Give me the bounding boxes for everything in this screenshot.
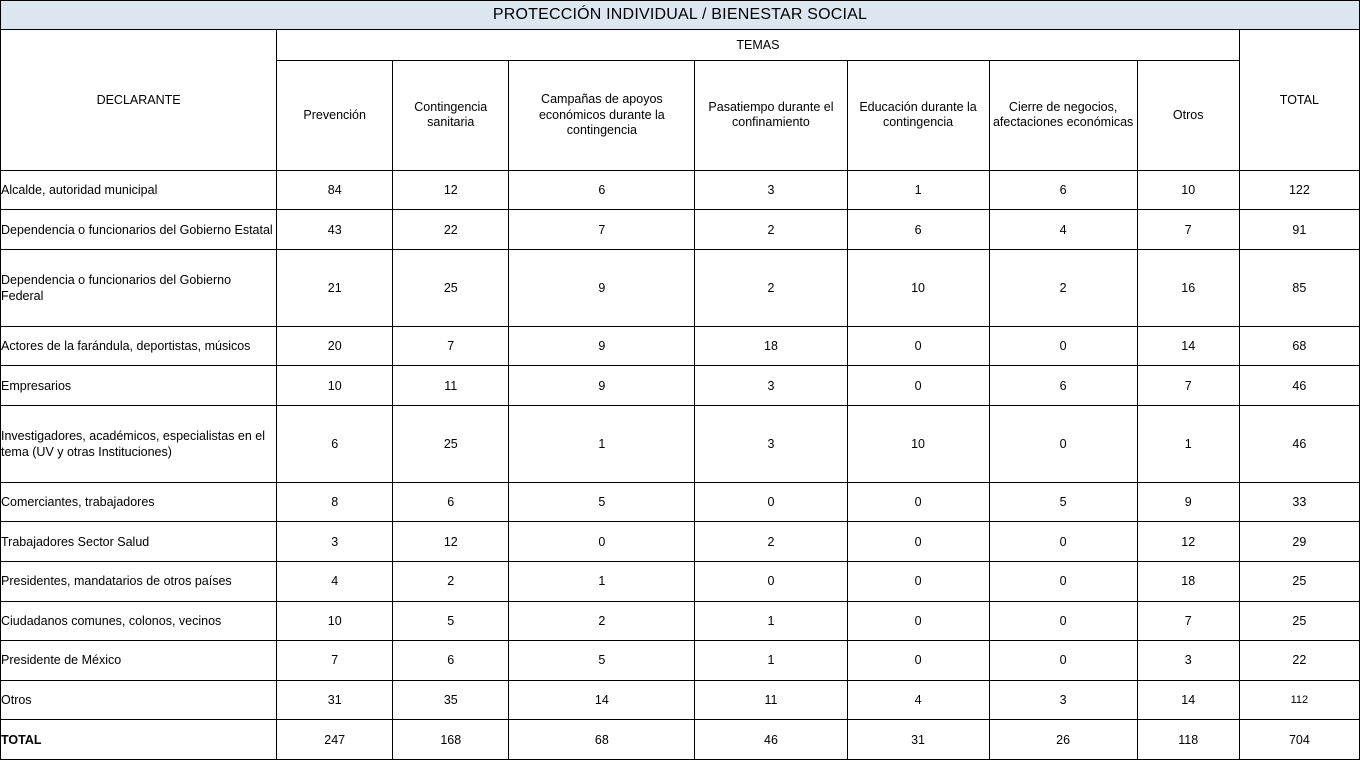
row-total: 22 bbox=[1239, 641, 1359, 681]
cell-value: 14 bbox=[1137, 680, 1239, 720]
row-total: 25 bbox=[1239, 562, 1359, 602]
table-row bbox=[1, 366, 1360, 406]
cell-value: 0 bbox=[847, 522, 989, 562]
group-header-temas: TEMAS bbox=[277, 30, 1240, 61]
cell-value: 6 bbox=[277, 406, 393, 483]
cell-value: 9 bbox=[509, 326, 695, 366]
cell-value: 9 bbox=[509, 250, 695, 327]
total-cell-value: 26 bbox=[989, 720, 1137, 760]
total-cell-value: 31 bbox=[847, 720, 989, 760]
cell-value: 11 bbox=[695, 680, 847, 720]
table-row bbox=[1, 170, 1360, 210]
row-total: 68 bbox=[1239, 326, 1359, 366]
cell-value: 0 bbox=[989, 406, 1137, 483]
row-total: 33 bbox=[1239, 482, 1359, 522]
total-cell-value: 168 bbox=[393, 720, 509, 760]
row-total: 29 bbox=[1239, 522, 1359, 562]
row-label: Presidente de México bbox=[1, 641, 277, 681]
cell-value: 6 bbox=[989, 170, 1137, 210]
cell-value: 2 bbox=[509, 601, 695, 641]
cell-value: 12 bbox=[1137, 522, 1239, 562]
cell-value: 5 bbox=[989, 482, 1137, 522]
table-row bbox=[1, 562, 1360, 602]
row-label: Comerciantes, trabajadores bbox=[1, 482, 277, 522]
cell-value: 7 bbox=[509, 210, 695, 250]
group-header-row bbox=[1, 30, 1360, 61]
row-label: Dependencia o funcionarios del Gobierno Federal bbox=[1, 250, 277, 327]
cell-value: 0 bbox=[989, 601, 1137, 641]
cell-value: 0 bbox=[509, 522, 695, 562]
cell-value: 6 bbox=[393, 641, 509, 681]
cell-value: 9 bbox=[1137, 482, 1239, 522]
row-label: Dependencia o funcionarios del Gobierno Estatal bbox=[1, 210, 277, 250]
cell-value: 35 bbox=[393, 680, 509, 720]
cell-value: 5 bbox=[393, 601, 509, 641]
total-cell-value: 118 bbox=[1137, 720, 1239, 760]
row-label: Presidentes, mandatarios de otros países bbox=[1, 562, 277, 602]
column-header-prevencion: Prevención bbox=[277, 61, 393, 171]
cell-value: 0 bbox=[847, 601, 989, 641]
cell-value: 6 bbox=[393, 482, 509, 522]
cell-value: 3 bbox=[277, 522, 393, 562]
cell-value: 3 bbox=[989, 680, 1137, 720]
column-header-campanas-apoyos: Campañas de apoyos económicos durante la contingencia bbox=[509, 61, 695, 171]
row-label: Alcalde, autoridad municipal bbox=[1, 170, 277, 210]
row-label: Ciudadanos comunes, colonos, vecinos bbox=[1, 601, 277, 641]
column-header-contingencia-sanitaria: Contingencia sanitaria bbox=[393, 61, 509, 171]
cell-value: 0 bbox=[989, 326, 1137, 366]
table-row bbox=[1, 522, 1360, 562]
column-header-total: TOTAL bbox=[1239, 30, 1359, 171]
cell-value: 14 bbox=[1137, 326, 1239, 366]
cell-value: 9 bbox=[509, 366, 695, 406]
cell-value: 1 bbox=[509, 562, 695, 602]
cell-value: 2 bbox=[695, 522, 847, 562]
row-total: 85 bbox=[1239, 250, 1359, 327]
cell-value: 1 bbox=[847, 170, 989, 210]
table-row bbox=[1, 601, 1360, 641]
cell-value: 0 bbox=[989, 641, 1137, 681]
cell-value: 8 bbox=[277, 482, 393, 522]
cell-value: 20 bbox=[277, 326, 393, 366]
cell-value: 3 bbox=[1137, 641, 1239, 681]
cell-value: 16 bbox=[1137, 250, 1239, 327]
cell-value: 25 bbox=[393, 406, 509, 483]
cell-value: 31 bbox=[277, 680, 393, 720]
cell-value: 7 bbox=[1137, 601, 1239, 641]
cell-value: 6 bbox=[509, 170, 695, 210]
cell-value: 0 bbox=[847, 482, 989, 522]
total-cell-value: 68 bbox=[509, 720, 695, 760]
cell-value: 12 bbox=[393, 522, 509, 562]
cell-value: 0 bbox=[847, 366, 989, 406]
cell-value: 0 bbox=[989, 562, 1137, 602]
grand-total: 704 bbox=[1239, 720, 1359, 760]
table-total-row bbox=[1, 720, 1360, 760]
page-title: PROTECCIÓN INDIVIDUAL / BIENESTAR SOCIAL bbox=[1, 1, 1360, 30]
table-row bbox=[1, 680, 1360, 720]
cell-value: 4 bbox=[989, 210, 1137, 250]
row-label: Otros bbox=[1, 680, 277, 720]
column-header-pasatiempo: Pasatiempo durante el confinamiento bbox=[695, 61, 847, 171]
total-cell-value: 46 bbox=[695, 720, 847, 760]
cell-value: 25 bbox=[393, 250, 509, 327]
row-label: Empresarios bbox=[1, 366, 277, 406]
row-total: 46 bbox=[1239, 406, 1359, 483]
row-total: 91 bbox=[1239, 210, 1359, 250]
table-row bbox=[1, 326, 1360, 366]
title-row bbox=[1, 1, 1360, 30]
column-header-declarante: DECLARANTE bbox=[1, 30, 277, 171]
cell-value: 4 bbox=[847, 680, 989, 720]
cell-value: 7 bbox=[1137, 366, 1239, 406]
cell-value: 7 bbox=[277, 641, 393, 681]
cell-value: 10 bbox=[847, 250, 989, 327]
row-label: Investigadores, académicos, especialistas en el tema (UV y otras Instituciones) bbox=[1, 406, 277, 483]
total-row-label: TOTAL bbox=[1, 720, 277, 760]
table-row bbox=[1, 641, 1360, 681]
row-total: 112 bbox=[1239, 680, 1359, 720]
cell-value: 1 bbox=[695, 601, 847, 641]
cell-value: 14 bbox=[509, 680, 695, 720]
table-row bbox=[1, 210, 1360, 250]
cell-value: 0 bbox=[847, 326, 989, 366]
cell-value: 10 bbox=[277, 601, 393, 641]
cell-value: 0 bbox=[695, 562, 847, 602]
column-header-cierre-negocios: Cierre de negocios, afectaciones económicas bbox=[989, 61, 1137, 171]
total-cell-value: 247 bbox=[277, 720, 393, 760]
cell-value: 43 bbox=[277, 210, 393, 250]
cell-value: 3 bbox=[695, 366, 847, 406]
cell-value: 84 bbox=[277, 170, 393, 210]
cell-value: 2 bbox=[989, 250, 1137, 327]
cell-value: 1 bbox=[509, 406, 695, 483]
cell-value: 18 bbox=[1137, 562, 1239, 602]
cell-value: 1 bbox=[1137, 406, 1239, 483]
cell-value: 2 bbox=[695, 210, 847, 250]
cell-value: 0 bbox=[695, 482, 847, 522]
cell-value: 4 bbox=[277, 562, 393, 602]
cell-value: 3 bbox=[695, 406, 847, 483]
row-label: Trabajadores Sector Salud bbox=[1, 522, 277, 562]
cell-value: 5 bbox=[509, 641, 695, 681]
cell-value: 10 bbox=[847, 406, 989, 483]
cell-value: 10 bbox=[277, 366, 393, 406]
cell-value: 12 bbox=[393, 170, 509, 210]
row-label: Actores de la farándula, deportistas, músicos bbox=[1, 326, 277, 366]
row-total: 122 bbox=[1239, 170, 1359, 210]
cell-value: 2 bbox=[393, 562, 509, 602]
table-row bbox=[1, 406, 1360, 483]
cell-value: 5 bbox=[509, 482, 695, 522]
table-row bbox=[1, 250, 1360, 327]
cell-value: 7 bbox=[393, 326, 509, 366]
cell-value: 6 bbox=[847, 210, 989, 250]
cell-value: 11 bbox=[393, 366, 509, 406]
cell-value: 0 bbox=[847, 641, 989, 681]
cell-value: 22 bbox=[393, 210, 509, 250]
cell-value: 0 bbox=[847, 562, 989, 602]
cell-value: 10 bbox=[1137, 170, 1239, 210]
cell-value: 2 bbox=[695, 250, 847, 327]
table-row bbox=[1, 482, 1360, 522]
cell-value: 1 bbox=[695, 641, 847, 681]
cell-value: 7 bbox=[1137, 210, 1239, 250]
column-header-educacion: Educación durante la contingencia bbox=[847, 61, 989, 171]
row-total: 25 bbox=[1239, 601, 1359, 641]
cell-value: 18 bbox=[695, 326, 847, 366]
column-header-otros: Otros bbox=[1137, 61, 1239, 171]
cell-value: 0 bbox=[989, 522, 1137, 562]
cell-value: 3 bbox=[695, 170, 847, 210]
cell-value: 6 bbox=[989, 366, 1137, 406]
cell-value: 21 bbox=[277, 250, 393, 327]
row-total: 46 bbox=[1239, 366, 1359, 406]
